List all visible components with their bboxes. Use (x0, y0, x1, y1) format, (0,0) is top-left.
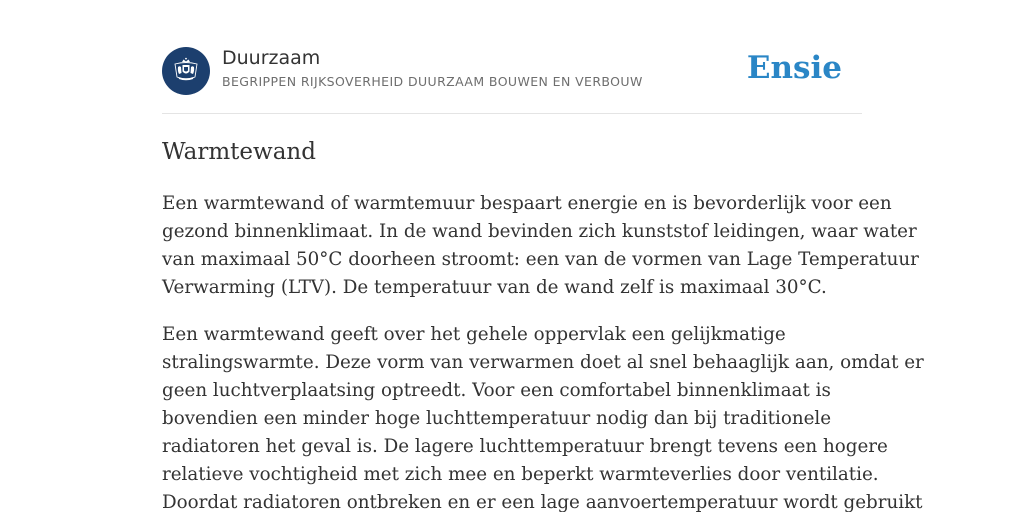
paragraph-line: bovendien een minder hoge luchttemperatuur nodig dan bij traditionele (162, 408, 832, 429)
paragraph-line: van maximaal 50°C doorheen stroomt: een van de vormen van Lage Temperatuur (162, 249, 919, 270)
coat-of-arms-graphic (170, 55, 202, 87)
paragraph-line: stralingswarmte. Deze vorm van verwarmen doet al snel behaaglijk aan, omdat er (162, 352, 924, 373)
site-header (162, 46, 862, 96)
paragraph-line: Een warmtewand geeft over het gehele oppervlak een gelijkmatige (162, 324, 786, 345)
paragraph-line: Doordat radiatoren ontbreken en er een lage aanvoertemperatuur wordt gebruikt (162, 492, 923, 512)
paragraph-1 (162, 190, 919, 302)
paragraph-line: gezond binnenklimaat. In de wand bevinden zich kunststof leidingen, waar water (162, 221, 917, 242)
paragraph-line: radiatoren het geval is. De lagere luchttemperatuur brengt tevens een hogere (162, 436, 888, 457)
collection-subtitle: BEGRIPPEN RIJKSOVERHEID DUURZAAM BOUWEN EN VERBOUW (222, 74, 643, 89)
paragraph-line: Verwarming (LTV). De temperatuur van de wand zelf is maximaal 30°C. (162, 277, 827, 298)
page-title: Warmtewand (162, 139, 316, 165)
paragraph-2 (162, 321, 924, 512)
paragraph-line: Een warmtewand of warmtemuur bespaart energie en is bevorderlijk voor een (162, 193, 892, 214)
paragraph-line: relatieve vochtigheid met zich mee en beperkt warmteverlies door ventilatie. (162, 464, 879, 485)
article-body (162, 190, 924, 512)
collection-title[interactable]: Duurzaam (222, 47, 321, 69)
paragraph-line: geen luchtverplaatsing optreedt. Voor een comfortabel binnenklimaat is (162, 380, 831, 401)
royal-coat-of-arms-icon[interactable] (162, 47, 210, 95)
header-divider (162, 113, 862, 114)
ensie-brand-link[interactable]: Ensie (746, 50, 842, 86)
